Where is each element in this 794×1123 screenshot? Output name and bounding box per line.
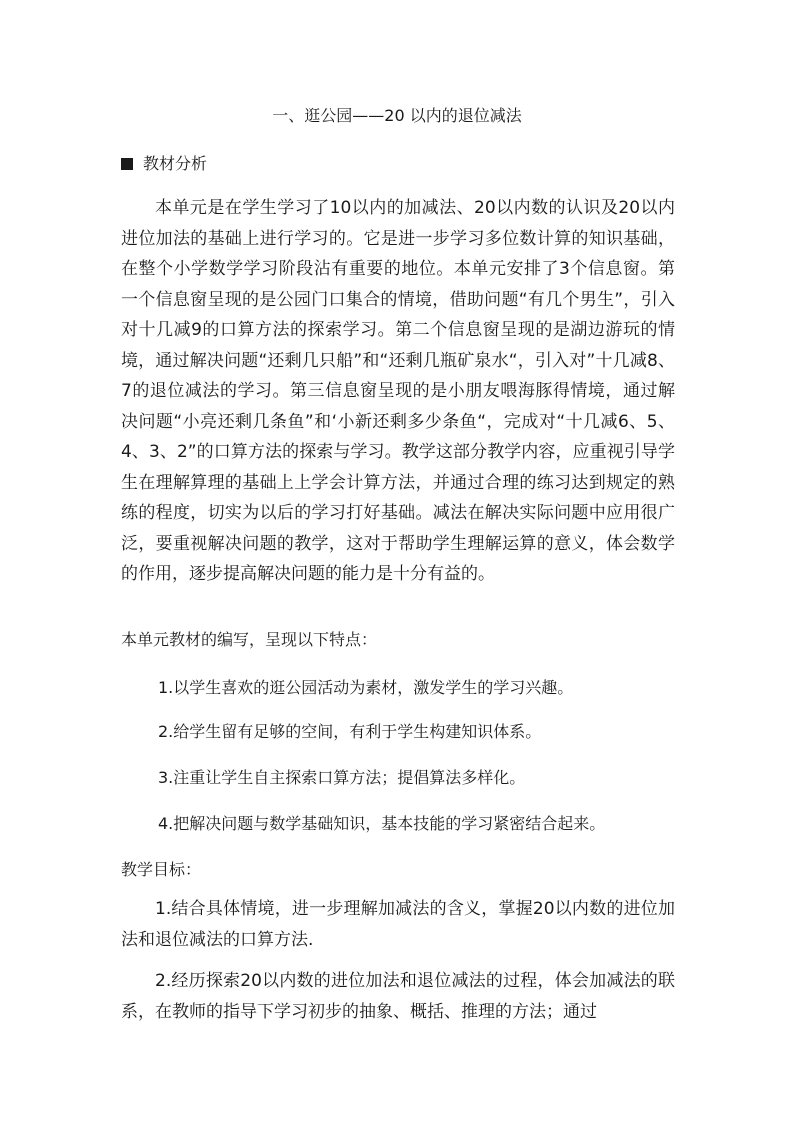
feature-item-2: 2.给学生留有足够的空间，有利于学生构建知识体系。	[158, 722, 542, 741]
feature-item-1: 1.以学生喜欢的逛公园活动为素材，激发学生的学习兴趣。	[158, 678, 574, 697]
section-heading	[121, 152, 207, 176]
document-title: 一、逛公园——20 以内的退位减法	[272, 106, 522, 125]
intro-paragraph: 本单元是在学生学习了10以内的加减法、20以内数的认识及20以内进位加法的基础上进行学习的。它是进一步学习多位数计算的知识基础，在整个小学数学学习阶段沾有重要的地位。本单元安排了3个信息窗。第一个信息窗呈现的是公园门口集合的情境，借助问题“有几个男生”，引入对十几减9的口算方法的探索学习。第二个信息窗呈现的是湖边游玩的情境，通过解决问题“还剩几只船”和“还剩几瓶矿泉水“，引入对”十几减8、7的退位减法的学习。第三信息窗呈现的是小朋友喂海豚得情境，通过解决问题“小亮还剩几条鱼”和‘小新还剩多少条鱼“，完成对“十几减6、5、4、3、2”的口算方法的探索与学习。教学这部分教学内容，应重视引导学生在理解算理的基础上上学会计算方法，并通过合理的练习达到规定的熟练的程度，切实为以后的学习打好基础。减法在解决实际问题中应用很广泛，要重视解决问题的教学，这对于帮助学生理解运算的意义，体会数学的作用，逐步提高解决问题的能力是十分有益的。	[121, 198, 675, 584]
features-intro: 本单元教材的编写，呈现以下特点：	[121, 630, 378, 649]
feature-item-4: 4.把解决问题与数学基础知识，基本技能的学习紧密结合起来。	[158, 814, 606, 833]
section-heading-text: 教材分析	[143, 154, 208, 173]
feature-item-3: 3.注重让学生自主探索口算方法；提倡算法多样化。	[158, 768, 526, 787]
goal-item-2: 2.经历探索20以内数的进位加法和退位减法的过程，体会加减法的联系，在教师的指导下学习初步的抽象、概括、推理的方法；通过	[121, 971, 675, 1022]
goal-item-1: 1.结合具体情境，进一步理解加减法的含义，掌握20以内数的进位加法和退位减法的口算方法.	[121, 899, 675, 950]
goals-heading: 教学目标：	[121, 860, 202, 879]
square-bullet-icon	[121, 158, 133, 170]
